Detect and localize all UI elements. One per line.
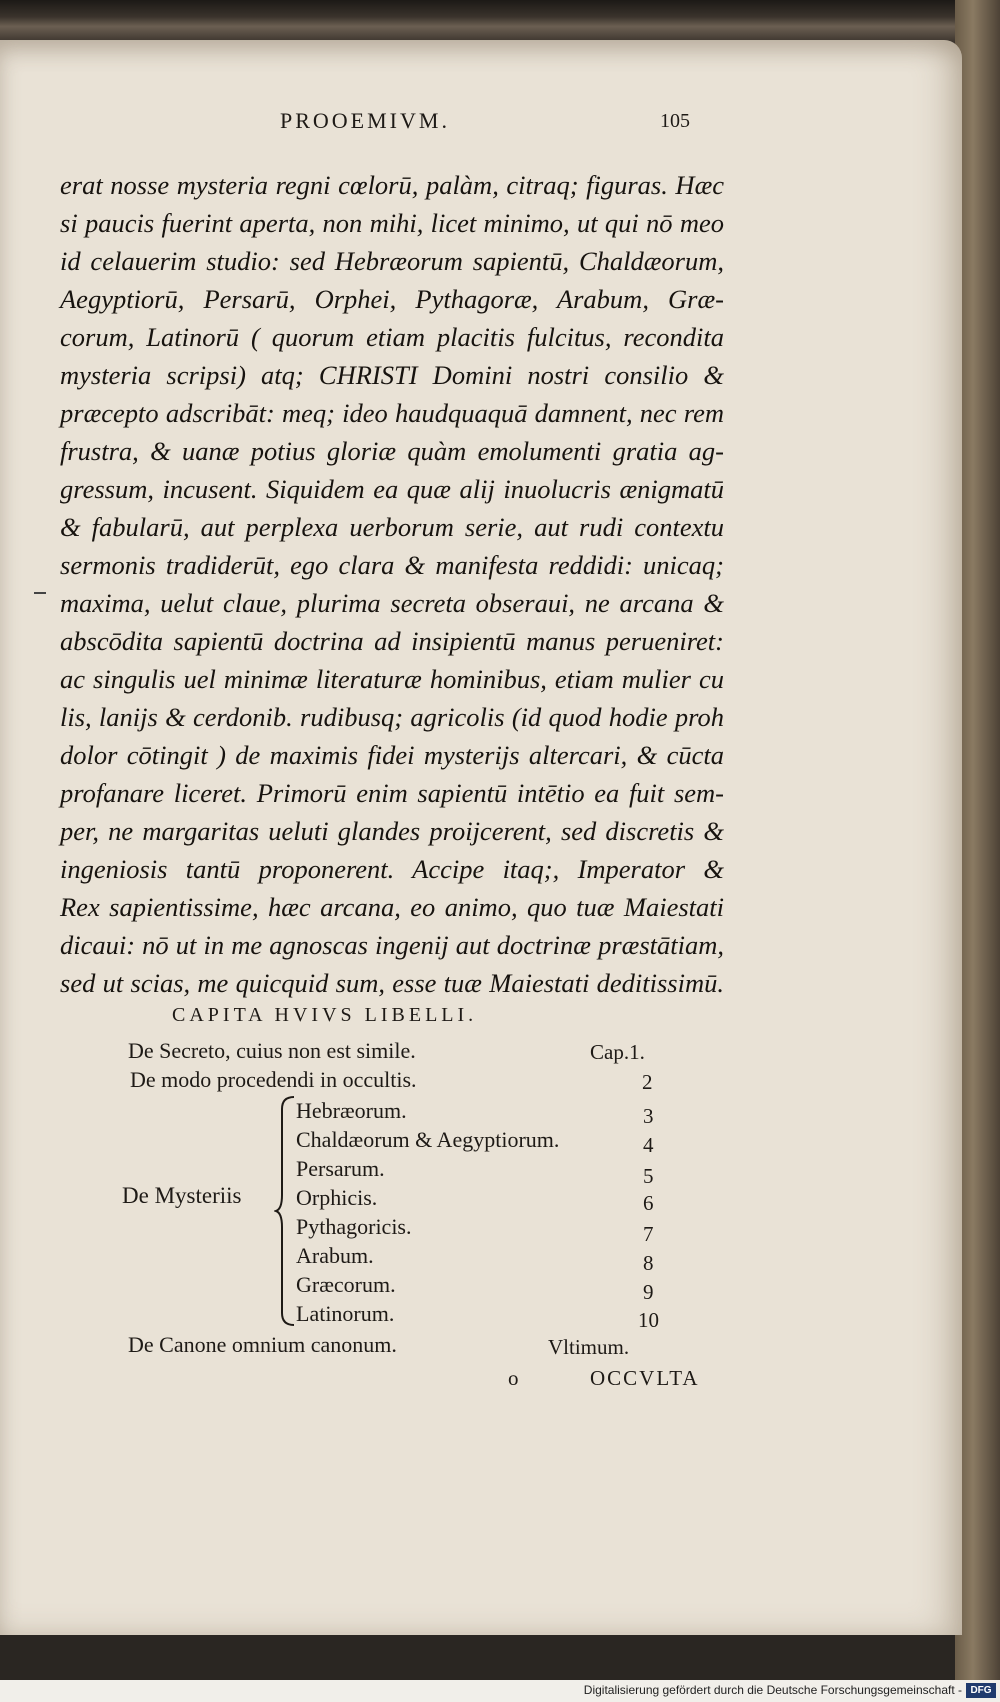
- text-line: corum, Latinorū ( quorum etiam placitis fulcitus, recondita: [60, 322, 724, 352]
- text-line: ingeniosis tantū proponerent. Accipe itaq;, Imperator &: [60, 854, 724, 884]
- page-header: [60, 98, 720, 138]
- text-line: sed ut scias, me quicquid sum, esse tuæ Maiestati deditissimū.: [60, 968, 724, 998]
- text-line: maxima, uelut claue, plurima secreta obseraui, ne arcana &: [60, 588, 724, 618]
- group-item-number: 9: [643, 1280, 654, 1304]
- text-line: profanare liceret. Primorū enim sapientū intētio ea fuit sem-: [60, 778, 724, 808]
- contents-entry-label: De Secreto, cuius non est simile.: [128, 1038, 416, 1063]
- text-line: frustra, & uanæ potius gloriæ quàm emolumenti gratia ag-: [60, 436, 724, 466]
- text-line: abscōdita sapientū doctrina ad insipientū manus perueniret:: [60, 626, 724, 656]
- curly-brace-icon: [274, 1095, 296, 1327]
- dfg-logo: DFG: [966, 1683, 996, 1698]
- group-item-label: Orphicis.: [296, 1185, 378, 1210]
- group-item-label: Chaldæorum & Aegyptiorum.: [296, 1127, 560, 1152]
- contents-entry-label: De modo procedendi in occultis.: [130, 1067, 417, 1092]
- signature-mark: o: [508, 1366, 521, 1390]
- text-line: dicaui: nō ut in me agnoscas ingenij aut doctrinæ præstātiam,: [60, 930, 724, 960]
- body-text: [60, 166, 724, 1002]
- running-title: PROOEMIVM.: [280, 108, 450, 133]
- group-item-label: Græcorum.: [296, 1272, 396, 1297]
- contents-entry-label: De Canone omnium canonum.: [128, 1332, 397, 1357]
- group-item-label: Persarum.: [296, 1156, 385, 1181]
- group-item-number: 3: [643, 1104, 654, 1128]
- catchword: OCCVLTA: [590, 1366, 700, 1390]
- text-line: ac singulis uel minimæ literaturæ hominibus, etiam mulier cu: [60, 664, 724, 694]
- text-line: lis, lanijs & cerdonib. rudibusq; agricolis (id quod hodie proh: [60, 702, 724, 732]
- group-item-number: 6: [643, 1191, 654, 1215]
- text-line: id celauerim studio: sed Hebræorum sapientū, Chaldæorum,: [60, 246, 724, 276]
- group-item-number: 7: [643, 1222, 654, 1246]
- text-line: mysteria scripsi) atq; CHRISTI Domini nostri consilio &: [60, 360, 724, 390]
- page-number: 105: [660, 110, 690, 132]
- text-line: per, ne margaritas ueluti glandes proijcerent, sed discretis &: [60, 816, 724, 846]
- text-line: præcepto adscribāt: meq; ideo haudquaquā damnent, nec rem: [60, 398, 724, 428]
- text-line: sermonis tradiderūt, ego clara & manifesta reddidi: unicaq;: [60, 550, 724, 580]
- group-item-label: Latinorum.: [296, 1301, 395, 1326]
- margin-mark: [34, 592, 46, 594]
- contents-entry-number: 2: [642, 1070, 653, 1094]
- text-line: & fabularū, aut perplexa uerborum serie, aut rudi contextu: [60, 512, 724, 542]
- group-item-number: 4: [643, 1133, 654, 1157]
- contents-title: CAPITA HVIVS LIBELLI.: [172, 1004, 478, 1026]
- text-line: dolor cōtingit ) de maximis fidei mysterijs altercari, & cūcta: [60, 740, 724, 770]
- text-line: si paucis fuerint aperta, non mihi, licet minimo, ut qui nō meo: [60, 208, 724, 238]
- group-item-label: Arabum.: [296, 1243, 374, 1268]
- text-line: Rex sapientissime, hæc arcana, eo animo, quo tuæ Maiestati: [60, 892, 724, 922]
- footer-bar: [0, 1680, 1000, 1702]
- group-item-label: Pythagoricis.: [296, 1214, 412, 1239]
- group-label: De Mysteriis: [122, 1183, 242, 1208]
- group-item-number: 8: [643, 1251, 654, 1275]
- text-line: gressum, incusent. Siquidem ea quæ alij inuolucris ænigmatū: [60, 474, 724, 504]
- text-line: Aegyptiorū, Persarū, Orphei, Pythagoræ, Arabum, Græ-: [60, 284, 724, 314]
- funding-credit: Digitalisierung gefördert durch die Deutsche Forschungsgemeinschaft -: [583, 1683, 962, 1697]
- contents-entry-number: Vltimum.: [548, 1335, 630, 1359]
- text-line: erat nosse mysteria regni cœlorū, palàm, citraq; figuras. Hæc: [60, 170, 724, 200]
- group-item-number: 5: [643, 1164, 654, 1188]
- contents-entry-number: Cap.1.: [590, 1040, 645, 1064]
- group-item-number: 10: [638, 1308, 659, 1332]
- group-item-label: Hebræorum.: [296, 1098, 407, 1123]
